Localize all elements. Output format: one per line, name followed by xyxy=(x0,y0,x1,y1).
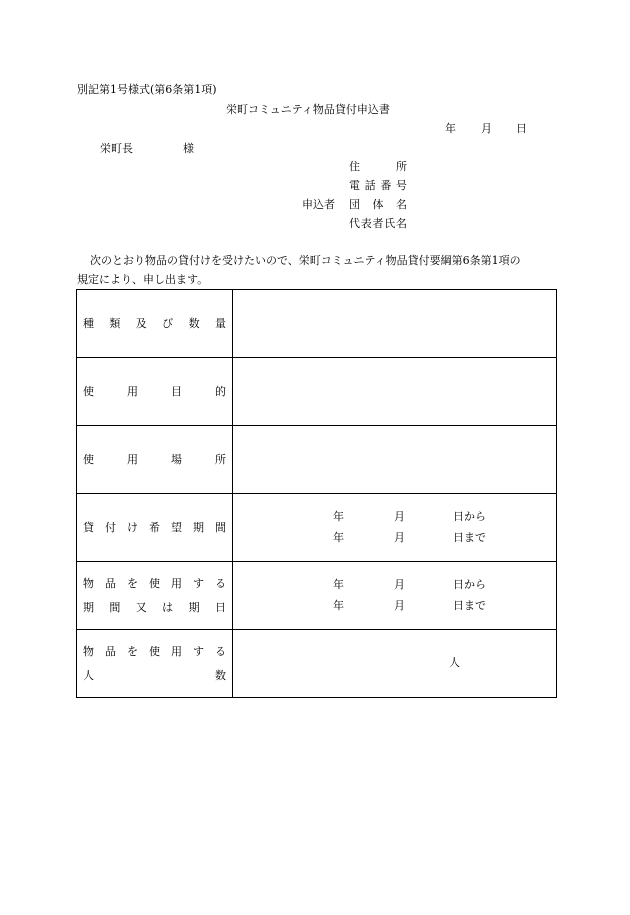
table-row xyxy=(77,290,557,358)
applicant-group-label: 団 体 名 xyxy=(349,198,407,211)
row-label-purpose: 使 用 目 的 xyxy=(77,358,233,426)
purpose-input-cell[interactable] xyxy=(233,358,557,426)
row-label-use-period: 物 品 を 使 用 す る 期 間 又 は 期 日 xyxy=(77,562,233,630)
items-input-cell[interactable] xyxy=(233,290,557,358)
row-label-location: 使 用 場 所 xyxy=(77,426,233,494)
body-text-line-2: 規定により、申し出ます。 xyxy=(77,273,209,286)
location-input-cell[interactable] xyxy=(233,426,557,494)
date-day: 日 xyxy=(516,122,527,135)
people-count-cell[interactable] xyxy=(233,630,557,698)
date-month: 月 xyxy=(481,122,492,135)
applicant-representative-label: 代 表 者 氏 名 xyxy=(349,217,407,230)
row-label-people-count: 物 品 を 使 用 す る 人 数 xyxy=(77,630,233,698)
desired-period-cell[interactable]: 年 月 日から 年 月 日まで xyxy=(233,494,557,562)
page-title: 栄町コミュニティ物品貸付申込書 xyxy=(226,103,390,116)
use-period-cell[interactable]: 年 月 日から 年 月 日まで xyxy=(233,562,557,630)
row-label-items: 種 類 及 び 数 量 xyxy=(77,290,233,358)
table-row xyxy=(77,630,557,698)
people-unit: 人 xyxy=(449,655,460,669)
body-text-line-1: 次のとおり物品の貸付けを受けたいので、栄町コミュニティ物品貸付要綱第6条第1項の xyxy=(90,254,521,267)
table-row xyxy=(77,494,557,562)
table-row xyxy=(77,358,557,426)
form-id: 別記第1号様式(第6条第1項) xyxy=(77,83,217,96)
row-label-desired-period: 貸 付 け 希 望 期 間 xyxy=(77,494,233,562)
date-year: 年 xyxy=(445,122,456,135)
addressee-name: 栄町長 xyxy=(100,142,133,155)
applicant-phone-label: 電 話 番 号 xyxy=(349,179,407,192)
table-row xyxy=(77,426,557,494)
table-row xyxy=(77,562,557,630)
applicant-address-label: 住 所 xyxy=(349,160,407,173)
applicant-prefix: 申込者 xyxy=(302,198,335,211)
application-table xyxy=(76,289,557,698)
addressee-honorific: 様 xyxy=(183,142,194,155)
